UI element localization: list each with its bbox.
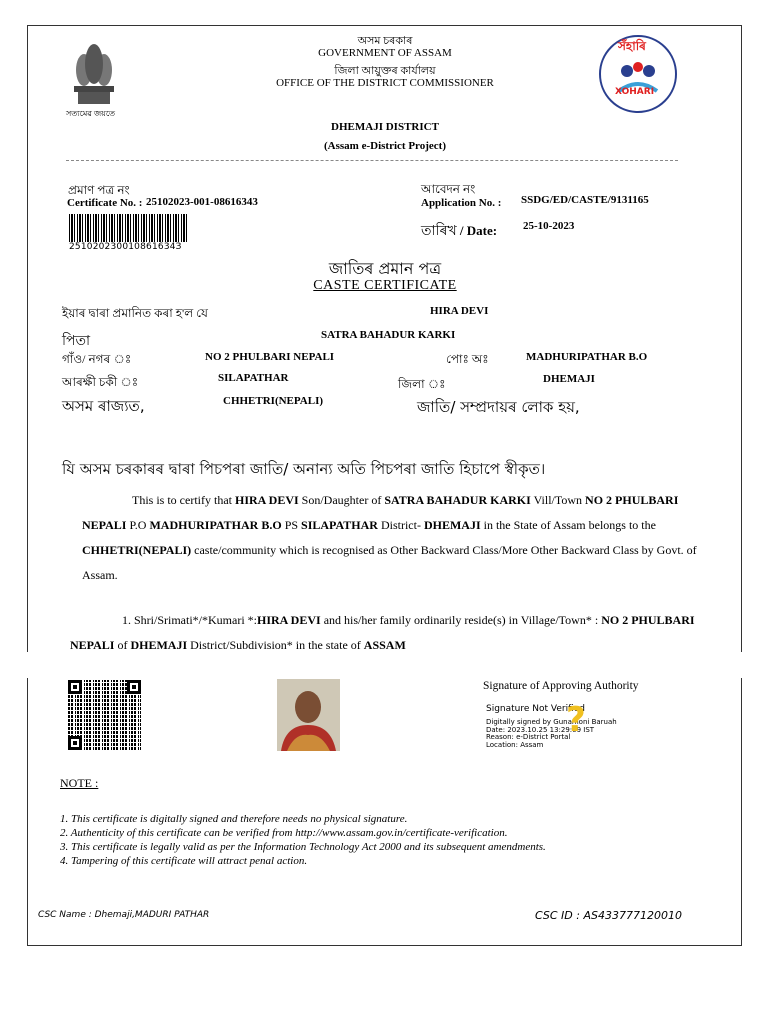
community-label: জাতি/ সম্প্ৰদায়ৰ লোক হয়,	[417, 398, 580, 416]
qr-corner	[127, 680, 141, 694]
cert-no-value: 25102023-001-08616343	[146, 196, 258, 208]
certified-assamese: ইয়াৰ দ্বাৰা প্ৰমানিত কৰা হ'ল যে	[62, 306, 208, 320]
district-title: DHEMAJI DISTRICT	[331, 121, 439, 133]
caste-value: CHHETRI(NEPALI)	[223, 395, 324, 407]
signature-status: Signature Not Verified	[486, 704, 586, 714]
certify-paragraph: This is to certify that HIRA DEVI Son/Daughter of SATRA BAHADUR KARKI Vill/Town NO 2 PHULBARI NEPALI P.O MADHURIPATHAR B.O PS SILAPATHAR District- DHEMAJI in the State of Assam belongs to the CHHETRI(NEPALI) caste/community which is recognised as Other Backward Class/More Other Backward Class by Govt. of Assam.	[82, 493, 697, 582]
xohari-logo-script: সঁহাৰি	[618, 39, 646, 53]
notes-list: 1. This certificate is digitally signed and therefore needs no physical signature. 2. Authenticity of this certificate can be verified from http://www.assam.gov.in/certificate-verification. 3. This certificate is legally valid as per the Information Technology Act 2000 and its subsequent amendments. 4. Tampering of this certificate will attract penal action.	[60, 813, 546, 867]
csc-id: CSC ID : AS433777120010	[535, 909, 682, 922]
signature-details: Digitally signed by Gunamoni Baruah Date: 2023.10.25 13:29:09 IST Reason: e-District Portal Location: Assam	[486, 718, 617, 749]
page-break-gap	[20, 652, 750, 678]
recognition-assamese: যি অসম চৰকাৰৰ দ্বাৰা পিচপৰা জাতি/ অনান্য অতি পিচপৰা জাতি হিচাপে স্বীকৃত।	[62, 460, 546, 478]
app-no-value: SSDG/ED/CASTE/9131165	[521, 194, 649, 206]
title-assamese: জাতিৰ প্ৰমান পত্ৰ	[328, 259, 442, 278]
po-label: পোঃ অঃ	[446, 352, 489, 366]
po-value: MADHURIPATHAR B.O	[526, 351, 648, 363]
gov-english: GOVERNMENT OF ASSAM	[318, 47, 452, 59]
barcode-text: 251020230010861634З	[69, 242, 182, 252]
ps-value: SILAPATHAR	[218, 372, 289, 384]
cert-no-label: Certificate No. :	[67, 197, 143, 209]
qr-corner	[68, 736, 82, 750]
holder-name: HIRA DEVI	[430, 305, 489, 317]
app-no-assamese: আবেদন নং	[421, 182, 476, 196]
date-value: 25-10-2023	[523, 220, 575, 232]
note-heading: NOTE :	[60, 776, 99, 790]
header-divider	[66, 160, 678, 161]
title-english: CASTE CERTIFICATE	[313, 278, 457, 293]
father-label: পিতা	[62, 334, 91, 349]
village-label: গাঁও/ নগৰ ঃ	[62, 352, 132, 366]
signature-question-icon: ?	[566, 700, 586, 740]
district-label: জিলা ঃ	[398, 377, 446, 391]
certificate-frame	[27, 25, 742, 946]
app-no-label: Application No. :	[421, 197, 502, 209]
date-label-row: তাৰিখ / Date:	[421, 223, 498, 239]
gov-assamese: অসম চৰকাৰ	[357, 35, 413, 47]
office-assamese: জিলা আয়ুক্তৰ কাৰ্যালয়	[334, 65, 436, 77]
person-photo-icon	[277, 679, 340, 751]
residence-paragraph: 1. Shri/Srimati*/*Kumari *:HIRA DEVI and his/her family ordinarily reside(s) in Village/Town* : NO 2 PHULBARI NEPALI of DHEMAJI District/Subdivision* in the state of ASSAM	[70, 613, 695, 652]
barcode	[69, 214, 189, 242]
ps-label: আৰক্ষী চকী ঃ	[62, 375, 139, 389]
office-english: OFFICE OF THE DISTRICT COMMISSIONER	[276, 77, 494, 89]
cert-no-assamese: প্ৰমাণ পত্ৰ নং	[68, 183, 130, 197]
csc-name: CSC Name : Dhemaji,MADURI PATHAR	[38, 910, 210, 920]
state-label: অসম ৰাজ্যত,	[62, 397, 145, 415]
xohari-logo-text: XOHARI	[615, 87, 655, 97]
qr-corner	[68, 680, 82, 694]
father-name: SATRA BAHADUR KARKI	[321, 329, 456, 341]
village-value: NO 2 PHULBARI NEPALI	[205, 351, 335, 363]
signature-title: Signature of Approving Authority	[483, 680, 639, 692]
district-value: DHEMAJI	[543, 373, 595, 385]
emblem-motto: সত্যমেৱ জয়তে	[66, 109, 116, 118]
project-title: (Assam e-District Project)	[324, 140, 446, 152]
holder-photo	[277, 679, 340, 751]
